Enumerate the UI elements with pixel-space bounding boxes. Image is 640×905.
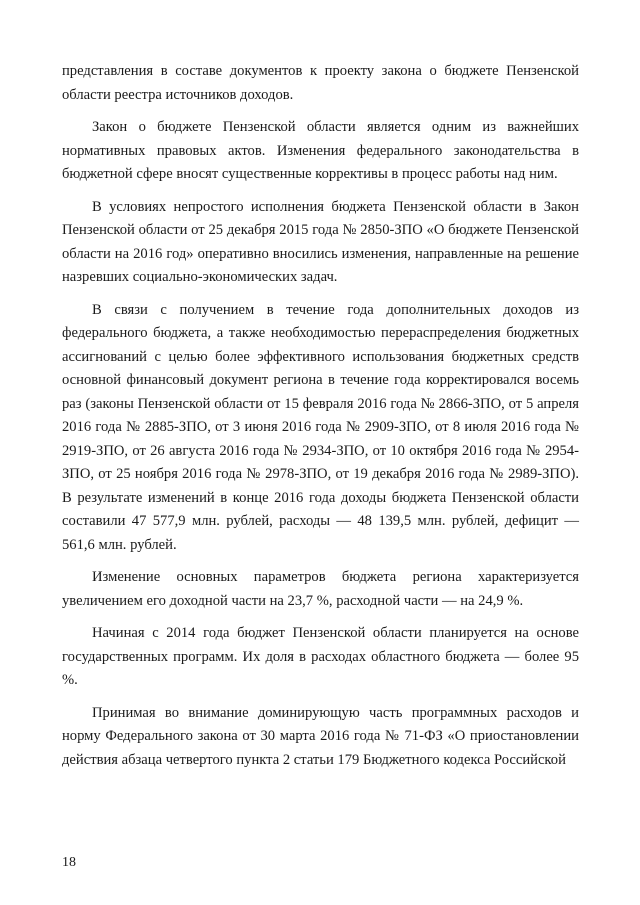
paragraph: Начиная с 2014 года бюджет Пензенской области планируется на основе государственных программ. Их доля в расходах областного бюджета — более 95 %. (62, 625, 579, 688)
paragraph-continuation: представления в составе документов к проекту закона о бюджете Пензенской области реестра источников доходов. (62, 63, 579, 103)
paragraph: В связи с получением в течение года дополнительных доходов из федерального бюджета, а также необходимостью перераспределения бюджетных ассигнований с целью более эффективного использования бюджетных средств основной финансовый документ региона в течение года корректировался восемь раз (законы Пензенской области от 15 февраля 2016 года № 2866-ЗПО, от 5 апреля 2016 года № 2885-ЗПО, от 3 июня 2016 года № 2909-ЗПО, от 8 июля 2016 года № 2919-ЗПО, от 26 августа 2016 года № 2934-ЗПО, от 10 октября 2016 года № 2954-ЗПО, от 25 ноября 2016 года № 2978-ЗПО, от 19 декабря 2016 года № 2989-ЗПО). В результате изменений в конце 2016 года доходы бюджета Пензенской области составили 47 577,9 млн. рублей, расходы — 48 139,5 млн. рублей, дефицит — 561,6 млн. рублей. (62, 301, 579, 553)
paragraph: Принимая во внимание доминирующую часть программных расходов и норму Федерального закона от 30 марта 2016 года № 71-ФЗ «О приостановлении действия абзаца четвертого пункта 2 статьи 179 Бюджетного кодекса Российской (62, 704, 579, 768)
paragraph: В условиях непростого исполнения бюджета Пензенской области в Закон Пензенской области от 25 декабря 2015 года № 2850-ЗПО «О бюджете Пензенской области на 2016 год» оперативно вносились изменения, направленные на решение назревших социально-экономических задач. (62, 198, 579, 285)
text-body (62, 60, 579, 781)
paragraph: Изменение основных параметров бюджета региона характеризуется увеличением его доходной части на 23,7 %, расходной части — на 24,9 %. (62, 569, 579, 609)
page-number: 18 (62, 855, 76, 870)
paragraph: Закон о бюджете Пензенской области является одним из важнейших нормативных правовых актов. Изменения федерального законодательства в бюджетной сфере вносят существенные коррективы в процесс работы над ним. (62, 119, 579, 182)
